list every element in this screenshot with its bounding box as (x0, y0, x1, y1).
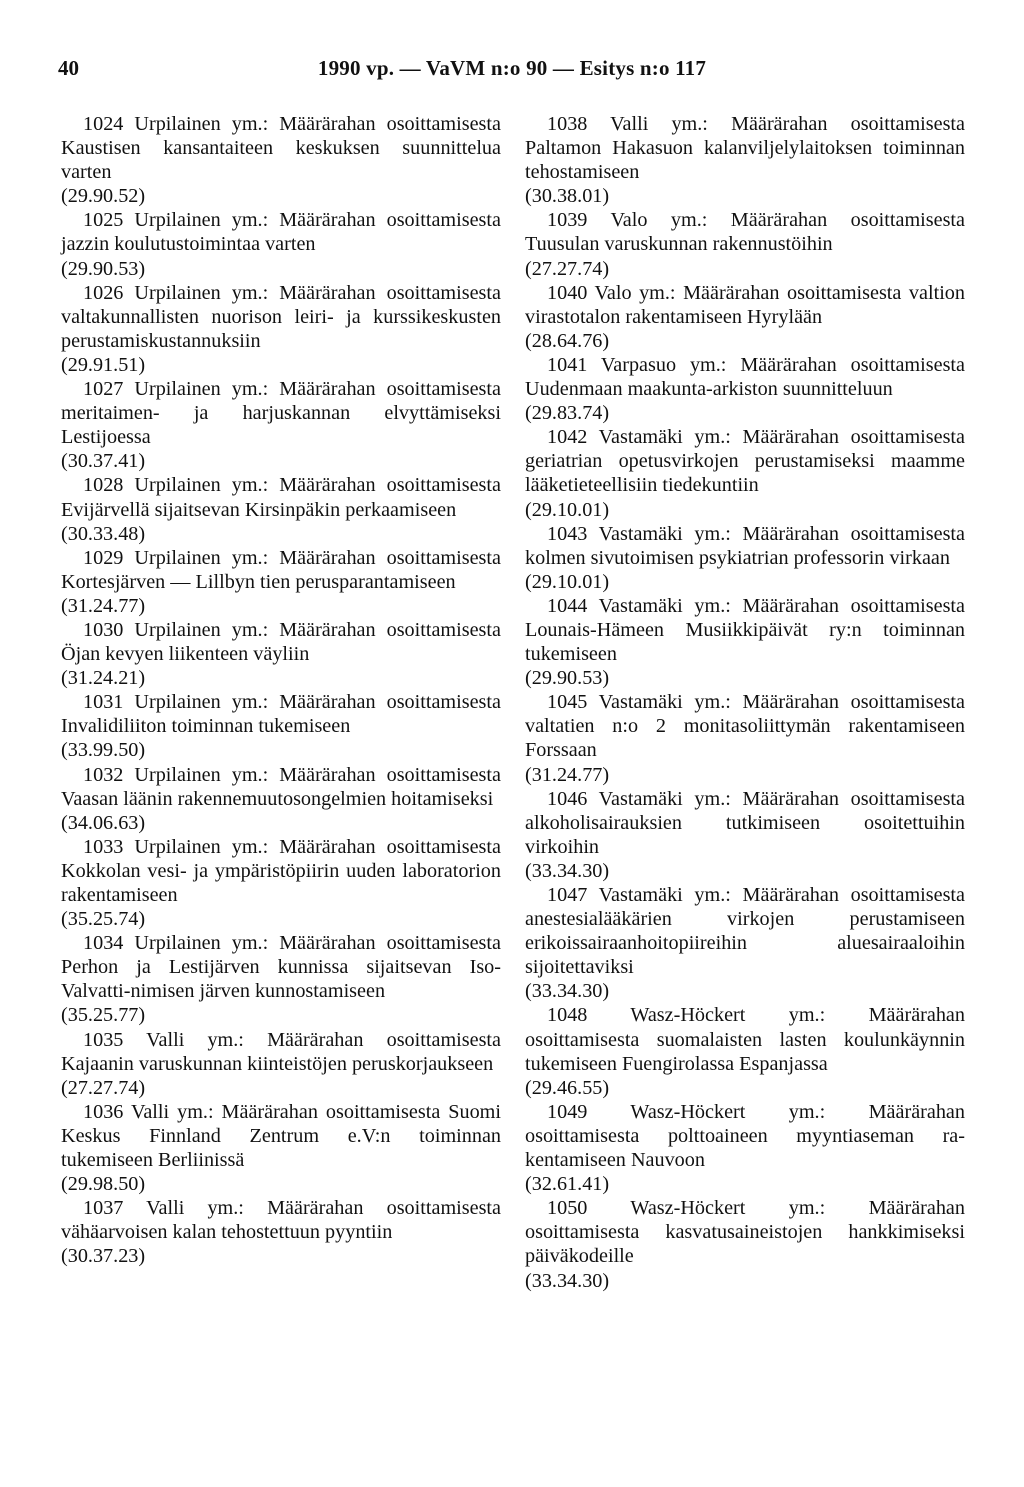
motion-entry (61, 763, 501, 835)
page-number: 40 (58, 56, 79, 80)
motion-entry (61, 690, 501, 762)
motion-entry (61, 1100, 501, 1196)
motion-entry (525, 690, 965, 786)
motion-entry (525, 883, 965, 1003)
motion-title: 1041 Varpasuo ym.: Määrärahan osoittamisesta Uudenmaan maakunta-arkiston suunnitteluun (525, 353, 965, 401)
motion-entry (525, 1196, 965, 1292)
left-column (61, 112, 501, 1269)
motion-entry (61, 208, 501, 280)
motion-entry (525, 1100, 965, 1196)
running-title: 1990 vp. — VaVM n:o 90 — Esitys n:o 117 (317, 56, 707, 80)
budget-reference: (35.25.77) (61, 1004, 146, 1027)
motion-title: 1049 Wasz-Höckert ym.: Määrärahan osoittamisesta polttoaineen myyntiaseman rakentamiseen Nauvoon (525, 1100, 965, 1172)
motion-entry (61, 281, 501, 377)
budget-reference: (31.24.77) (525, 763, 610, 786)
budget-reference: (29.90.53) (525, 667, 610, 690)
motion-title: 1025 Urpilainen ym.: Määrärahan osoittamisesta jazzin koulutustoimintaa varten (61, 209, 501, 256)
budget-reference: (33.34.30) (525, 980, 610, 1003)
budget-reference: (30.37.23) (61, 1245, 146, 1268)
motion-title: 1050 Wasz-Höckert ym.: Määrärahan osoittamisesta kasvatusaineistojen hankkimiseksi päiväkodeille (525, 1197, 965, 1268)
motion-entry (525, 112, 965, 208)
motion-title: 1042 Vastamäki ym.: Määrärahan osoittamisesta geriatrian opetusvirkojen perustamiseksi maamme lääketieteellisiin tiedekuntiin (525, 426, 965, 497)
budget-reference: (29.46.55) (525, 1076, 610, 1099)
motion-title: 1024 Urpilainen ym.: Määrärahan osoittamisesta Kaustisen kansantaiteen keskuksen suunnittelua varten (61, 113, 501, 184)
motion-title: 1033 Urpilainen ym.: Määrärahan osoittamisesta Kokkolan vesi- ja ympäristöpiirin uuden laboratorion rakentamiseen (61, 835, 501, 906)
motion-entry (61, 377, 501, 473)
motion-title: 1044 Vastamäki ym.: Määrärahan osoittamisesta Lounais-Hämeen Musiikkipäivät ry:n toiminnan tukemiseen (525, 594, 965, 666)
budget-reference: (27.27.74) (61, 1076, 146, 1099)
motion-title: 1036 Valli ym.: Määrärahan osoittamisesta Suomi Keskus Finnland Zentrum e.V:n toiminnan tukemiseen Berliinissä (61, 1100, 501, 1172)
motion-title: 1045 Vastamäki ym.: Määrärahan osoittamisesta valtatien n:o 2 monitasoliittymän rakentamiseen Forssaan (525, 691, 965, 762)
motion-title: 1026 Urpilainen ym.: Määrärahan osoittamisesta valtakunnallisten nuorison leiri- ja kurssikeskusten perustamiskustannuksiin (61, 281, 501, 352)
motion-entry (525, 425, 965, 521)
motion-entry (61, 618, 501, 690)
budget-reference: (33.34.30) (525, 859, 610, 882)
motion-entry (61, 112, 501, 208)
motion-entry (525, 1003, 965, 1099)
motion-entry (525, 787, 965, 883)
motion-entry (525, 522, 965, 594)
motion-title: 1039 Valo ym.: Määrärahan osoittamisesta Tuusulan varuskunnan rakennustöihin (525, 209, 965, 256)
motion-title: 1038 Valli ym.: Määrärahan osoittamisesta Paltamon Hakasuon kalanviljelylaitoksen toiminnan tehostamiseen (525, 113, 965, 184)
budget-reference: (34.06.63) (61, 811, 146, 834)
motion-title: 1037 Valli ym.: Määrärahan osoittamisesta vähäarvoisen kalan tehostettuun pyyntiin (61, 1197, 501, 1244)
motion-title: 1032 Urpilainen ym.: Määrärahan osoittamisesta Vaasan läänin rakennemuutosongelmien hoitamiseksi (61, 763, 501, 810)
motion-title: 1035 Valli ym.: Määrärahan osoittamisesta Kajaanin varuskunnan kiinteistöjen peruskorjaukseen (61, 1028, 501, 1075)
budget-reference: (30.38.01) (525, 185, 610, 208)
budget-reference: (29.98.50) (61, 1173, 146, 1196)
motion-title: 1047 Vastamäki ym.: Määrärahan osoittamisesta anestesialääkärien virkojen perustamiseen erikoissairaanhoitopiireihin aluesairaaloihin sijoitettaviksi (525, 884, 965, 979)
motion-entry (61, 1028, 501, 1100)
motion-title: 1043 Vastamäki ym.: Määrärahan osoittamisesta kolmen sivutoimisen psykiatrian professorin virkaan (525, 522, 965, 569)
motion-title: 1046 Vastamäki ym.: Määrärahan osoittamisesta alkoholisairauksien tutkimiseen osoitettuihin virkoihin (525, 787, 965, 858)
right-column (525, 112, 965, 1293)
budget-reference: (29.10.01) (525, 498, 610, 521)
motion-title: 1027 Urpilainen ym.: Määrärahan osoittamisesta meritaimen- ja harjuskannan elvyttämiseksi Lestijoessa (61, 378, 501, 449)
motion-entry (61, 1196, 501, 1268)
budget-reference: (29.90.52) (61, 185, 146, 208)
budget-reference: (29.83.74) (525, 402, 610, 425)
budget-reference: (31.24.77) (61, 594, 146, 617)
budget-reference: (29.90.53) (61, 257, 146, 280)
page-header (58, 56, 966, 92)
motion-title: 1028 Urpilainen ym.: Määrärahan osoittamisesta Evijärvellä sijaitsevan Kirsinpäkin perkaamiseen (61, 474, 501, 521)
motion-entry (525, 281, 965, 353)
motion-title: 1048 Wasz-Höckert ym.: Määrärahan osoittamisesta suomalaisten lasten koulunkäynnin tukemiseen Fuengirolassa Espanjassa (525, 1004, 965, 1075)
budget-reference: (29.10.01) (525, 570, 610, 593)
motion-entry (525, 594, 965, 690)
budget-reference: (27.27.74) (525, 257, 610, 280)
budget-reference: (29.91.51) (61, 353, 146, 376)
motion-title: 1030 Urpilainen ym.: Määrärahan osoittamisesta Öjan kevyen liikenteen väyliin (61, 618, 501, 666)
motion-entry (61, 931, 501, 1027)
budget-reference: (32.61.41) (525, 1173, 610, 1196)
motion-title: 1029 Urpilainen ym.: Määrärahan osoittamisesta Kortesjärven — Lillbyn tien perusparantamiseen (61, 546, 501, 593)
budget-reference: (30.37.41) (61, 450, 146, 473)
budget-reference: (31.24.21) (61, 667, 146, 690)
motion-entry (525, 353, 965, 425)
motion-title: 1031 Urpilainen ym.: Määrärahan osoittamisesta Invalidiliiton toiminnan tukemiseen (61, 691, 501, 738)
budget-reference: (30.33.48) (61, 522, 146, 545)
motion-title: 1040 Valo ym.: Määrärahan osoittamisesta valtion virastotalon rakentamiseen Hyrylään (525, 281, 965, 328)
budget-reference: (28.64.76) (525, 329, 610, 352)
motion-entry (61, 473, 501, 545)
budget-reference: (33.34.30) (525, 1269, 610, 1292)
motion-title: 1034 Urpilainen ym.: Määrärahan osoittamisesta Perhon ja Lestijärven kunnissa sijaitsevan Iso-Valvatti-nimisen järven kunnostamiseen (61, 932, 501, 1003)
motion-entry (525, 208, 965, 280)
budget-reference: (35.25.74) (61, 908, 146, 931)
budget-reference: (33.99.50) (61, 739, 146, 762)
motion-entry (61, 546, 501, 618)
motion-entry (61, 835, 501, 931)
